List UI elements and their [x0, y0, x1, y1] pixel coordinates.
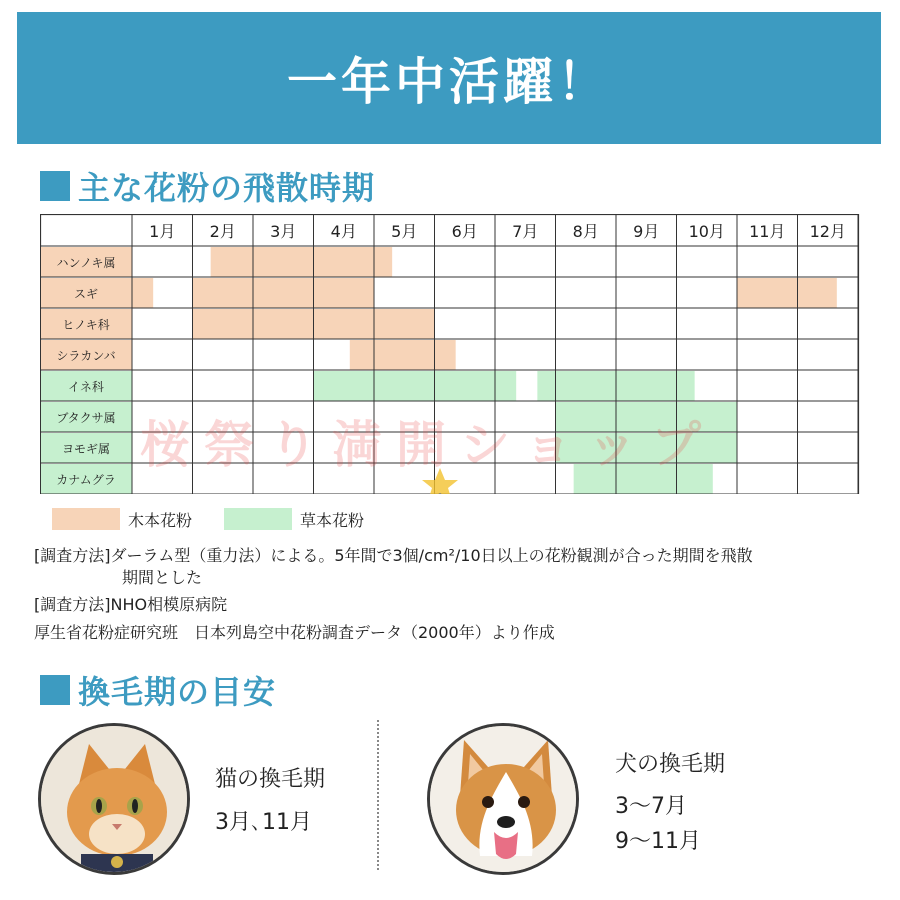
- legend-grass-label: 草本花粉: [300, 510, 365, 530]
- plant-label: カナムグラ: [56, 473, 116, 487]
- month-label: 3月: [270, 222, 297, 241]
- legend-grass: [224, 508, 364, 531]
- dog-molt-period-1: 3～7月: [615, 794, 687, 819]
- note-hospital: [調査方法]NHO相模原病院: [34, 595, 228, 614]
- legend-tree: [52, 508, 192, 531]
- dog-molt-period-2: 9～11月: [615, 829, 701, 854]
- shop-watermark: 桜祭り満開ショップ: [140, 416, 715, 474]
- header-banner: [17, 12, 881, 144]
- dog-photo: [427, 723, 579, 875]
- month-label: 1月: [149, 222, 176, 241]
- plant-label: ヨモギ属: [61, 442, 111, 456]
- cat-molt-period: 3月､11月: [215, 810, 312, 835]
- pollen-heading-text: 主な花粉の飛散時期: [78, 169, 376, 207]
- legend-tree-swatch: [52, 508, 120, 530]
- month-label: 7月: [512, 222, 539, 241]
- month-label: 11月: [749, 222, 786, 241]
- heading-square-icon: [40, 171, 70, 201]
- plant-label: ブタクサ属: [56, 411, 116, 425]
- cat-illustration-icon: [41, 726, 190, 875]
- plant-label: ヒノキ科: [62, 318, 110, 332]
- plant-label: スギ: [73, 287, 99, 301]
- molt-heading-text: 換毛期の目安: [78, 673, 277, 711]
- month-label: 8月: [572, 222, 599, 241]
- legend-grass-swatch: [224, 508, 292, 530]
- banner-title: 一年中活躍！: [287, 53, 611, 111]
- pollen-heading: [40, 163, 375, 209]
- month-label: 12月: [809, 222, 846, 241]
- plant-label: ハンノキ属: [56, 256, 116, 270]
- pollen-period-bar: [211, 247, 393, 277]
- plant-label: イネ科: [68, 380, 104, 394]
- section-divider: [377, 720, 379, 870]
- pollen-period-bar: [314, 371, 517, 401]
- pollen-period-bar: [193, 278, 375, 308]
- pollen-period-bar: [132, 278, 153, 308]
- legend: [52, 507, 396, 531]
- cat-photo: [38, 723, 190, 875]
- note-method-cont: 期間とした: [122, 568, 203, 587]
- month-label: 4月: [330, 222, 357, 241]
- note-source: 厚生省花粉症研究班 日本列島空中花粉調査データ（2000年）より作成: [34, 623, 555, 642]
- note-method: [調査方法]ダーラム型（重力法）による。5年間で3個/cm²/10日以上の花粉観測が合った期間を飛散: [34, 546, 753, 565]
- month-label: 9月: [633, 222, 660, 241]
- month-label: 10月: [688, 222, 725, 241]
- pollen-period-bar: [737, 278, 837, 308]
- cat-molt-title: 猫の換毛期: [215, 767, 326, 792]
- dog-illustration-icon: [430, 726, 579, 875]
- month-label: 2月: [209, 222, 236, 241]
- dog-molt-title: 犬の換毛期: [615, 752, 726, 777]
- pollen-period-bar: [350, 340, 456, 370]
- month-label: 5月: [391, 222, 418, 241]
- plant-label: シラカンバ: [56, 349, 116, 363]
- heading-square-icon: [40, 675, 70, 705]
- molt-heading: [40, 667, 276, 713]
- legend-tree-label: 木本花粉: [128, 510, 193, 530]
- month-label: 6月: [451, 222, 478, 241]
